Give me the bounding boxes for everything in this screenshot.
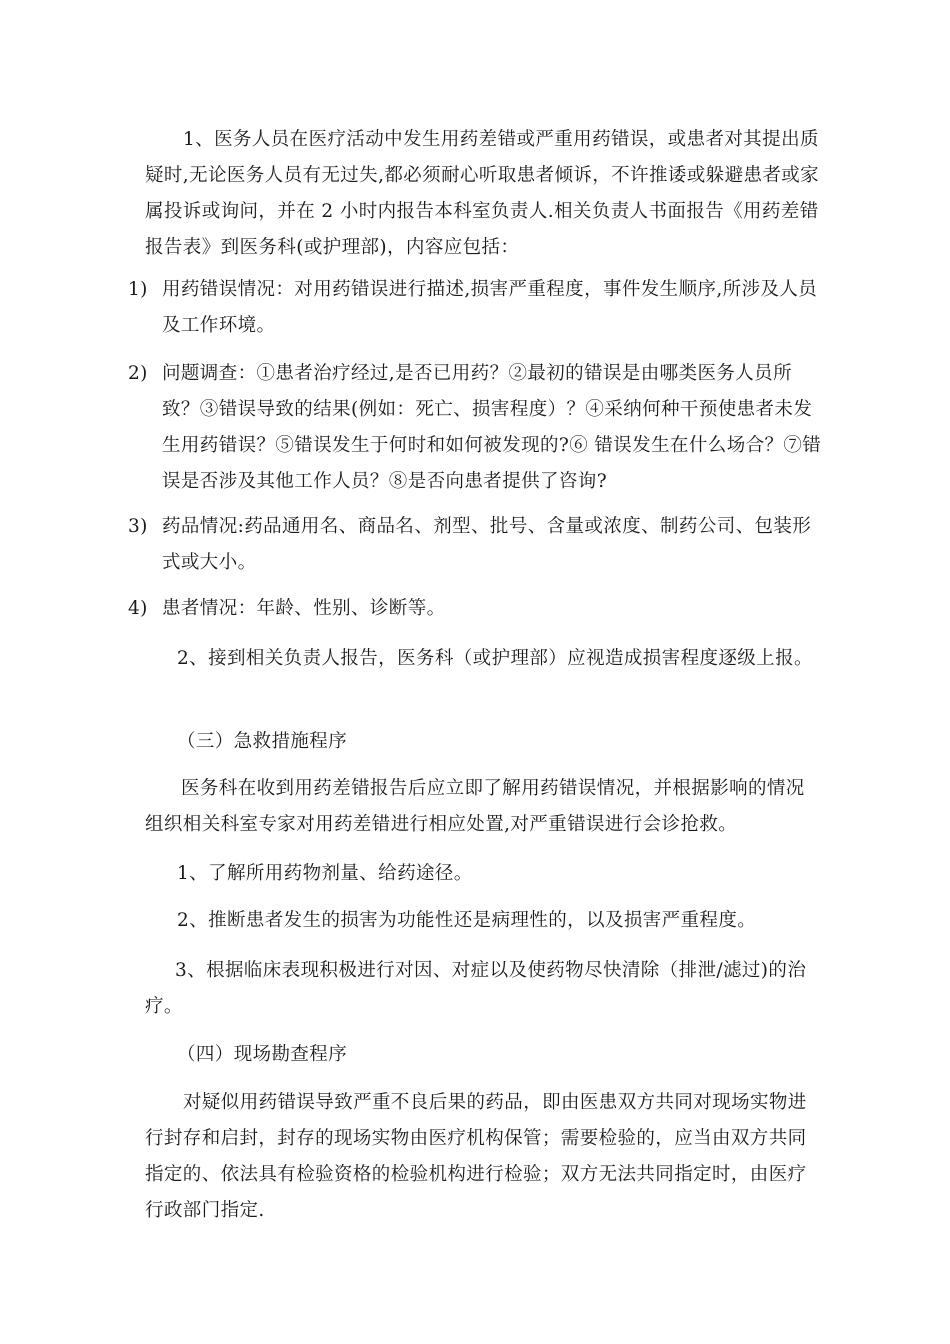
step-2: 2、推断患者发生的损害为功能性还是病理性的，以及损害严重程度。 (177, 910, 757, 931)
list-text: 问题调查：①患者治疗经过,是否已用药？②最初的错误是由哪类医务人员所致？③错误导致的结果(例如：死亡、损害程度）？④采纳何种干预使患者未发生用药错误？⑤错误发生于何时和如何被发现的?⑥ 错误发生在什么场合？⑦错误是否涉及其他工作人员？⑧是否向患者提供了咨询? (162, 363, 822, 492)
paragraph-onsite: 对疑似用药错误导致严重不良后果的药品，即由医患双方共同对现场实物进行封存和启封，封存的现场实物由医疗机构保管；需要检验的，应当由双方共同指定的、依法具有检验资格的检验机构进行检验；双方无法共同指定时，由医疗行政部门指定. (145, 1092, 807, 1221)
list-item-2 (128, 356, 828, 500)
list-item-3 (128, 509, 828, 581)
list-number: 3) (128, 516, 148, 537)
paragraph-report-procedure: 1、医务人员在医疗活动中发生用药差错或严重用药错误，或患者对其提出质疑时,无论医务人员有无过失,都必须耐心听取患者倾诉，不许推诿或躲避患者或家属投诉或询问，并在 2 小时内报告本科室负责人.相关负责人书面报告《用药差错报告表》到医务科(或护理部)，内容应包括： (145, 129, 820, 258)
list-number: 1) (128, 279, 148, 300)
list-item-4 (128, 591, 828, 627)
list-number: 4) (128, 598, 148, 619)
step-3: 3、根据临床表现积极进行对因、对症以及使药物尽快清除（排泄/滤过)的治疗。 (145, 960, 807, 1017)
list-text: 用药错误情况：对用药错误进行描述,损害严重程度，事件发生顺序,所涉及人员及工作环境。 (162, 279, 818, 336)
list-number: 2) (128, 363, 148, 384)
list-text: 患者情况：年龄、性别、诊断等。 (162, 598, 446, 619)
paragraph-escalation: 2、接到相关负责人报告，医务科（或护理部）应视造成损害程度逐级上报。 (177, 648, 813, 669)
paragraph-emergency: 医务科在收到用药差错报告后应立即了解用药错误情况，并根据影响的情况组织相关科室专家对用药差错进行相应处置,对严重错误进行会诊抢救。 (145, 778, 805, 835)
section-heading-emergency: （三）急救措施程序 (177, 731, 348, 752)
section-heading-onsite: （四）现场勘查程序 (177, 1044, 348, 1065)
list-item-1 (128, 272, 828, 344)
list-text: 药品情况:药品通用名、商品名、剂型、批号、含量或浓度、制药公司、包装形式或大小。 (162, 516, 812, 573)
step-1: 1、了解所用药物剂量、给药途径。 (177, 863, 473, 884)
